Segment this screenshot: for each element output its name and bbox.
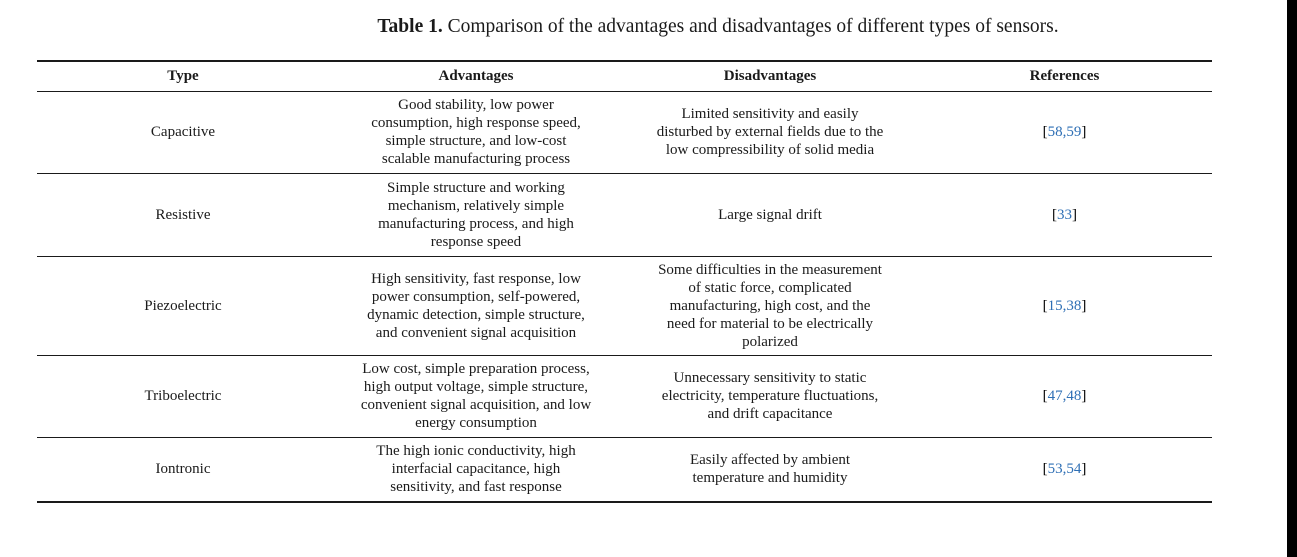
cell-advantages (329, 355, 623, 437)
type-text: Resistive (155, 206, 211, 223)
cell-advantages (329, 437, 623, 502)
cell-references (917, 437, 1212, 502)
table-row-resistive (37, 173, 1212, 256)
ref-open-bracket: [ (1052, 206, 1057, 223)
type-text: Capacitive (150, 124, 216, 140)
ref-open-bracket: [ (1042, 124, 1048, 140)
ref-close-bracket: ] (1081, 388, 1087, 404)
cell-references (917, 256, 1212, 355)
cell-references (917, 91, 1212, 173)
ref-open-bracket: [ (1042, 297, 1048, 314)
disadvantages-text: Large signal drift (718, 206, 822, 223)
advantages-text: Simple structure and working mechanism, relatively simple manufacturing process, and high response speed (378, 179, 574, 250)
reference-link[interactable]: 15,38 (1047, 297, 1082, 314)
window-edge (1287, 0, 1297, 557)
advantages-text: Good stability, low power consumption, high response speed, simple structure, and low-cost scalable manufacturing process (371, 97, 581, 167)
cell-disadvantages (623, 355, 917, 437)
ref-close-bracket: ] (1081, 124, 1087, 140)
disadvantages-text: Easily affected by ambient temperature and humidity (689, 452, 851, 487)
cell-advantages (329, 256, 623, 355)
ref-open-bracket: [ (1042, 461, 1048, 478)
cell-disadvantages (623, 437, 917, 502)
cell-references (917, 355, 1212, 437)
disadvantages-text: Some difficulties in the measurement of static force, complicated manufacturing, high cost, and the need for material to be electrically polarized (658, 261, 882, 350)
advantages-text: High sensitivity, fast response, low power consumption, self-powered, dynamic detection, simple structure, and convenient signal acquisition (367, 270, 585, 341)
sensor-comparison-table (37, 60, 1212, 503)
cell-advantages (329, 173, 623, 256)
table-row-piezoelectric (37, 256, 1212, 355)
cell-advantages (329, 91, 623, 173)
cell-disadvantages (623, 91, 917, 173)
header-advantages: Advantages (438, 68, 514, 85)
ref-close-bracket: ] (1081, 297, 1087, 314)
header-references: References (1029, 68, 1100, 85)
cell-type (37, 91, 329, 173)
ref-close-bracket: ] (1081, 461, 1087, 478)
cell-type (37, 173, 329, 256)
table-caption (0, 14, 1297, 40)
reference-link[interactable]: 58,59 (1047, 124, 1082, 140)
cell-references (917, 173, 1212, 256)
table-row-capacitive (37, 91, 1212, 173)
reference-link[interactable]: 47,48 (1047, 388, 1082, 404)
header-disadvantages: Disadvantages (723, 68, 817, 85)
table-caption-label: Table 1. (377, 16, 443, 37)
header-type: Type (167, 68, 199, 85)
ref-close-bracket: ] (1072, 206, 1077, 223)
cell-type (37, 355, 329, 437)
table-header-row (37, 61, 1212, 91)
type-text: Iontronic (155, 461, 211, 478)
type-text: Triboelectric (144, 388, 222, 404)
cell-disadvantages (623, 173, 917, 256)
table-caption-text: Comparison of the advantages and disadvantages of different types of sensors. (447, 16, 1059, 37)
disadvantages-text: Unnecessary sensitivity to static electricity, temperature fluctuations, and drift capacitance (661, 370, 879, 422)
ref-open-bracket: [ (1042, 388, 1048, 404)
table-row-iontronic (37, 437, 1212, 502)
cell-type (37, 256, 329, 355)
reference-link[interactable]: 33 (1057, 206, 1072, 223)
table-row-triboelectric (37, 355, 1212, 437)
type-text: Piezoelectric (144, 297, 222, 314)
cell-type (37, 437, 329, 502)
reference-link[interactable]: 53,54 (1047, 461, 1082, 478)
advantages-text: Low cost, simple preparation process, high output voltage, simple structure, convenient signal acquisition, and low energy consumption (360, 361, 592, 431)
disadvantages-text: Limited sensitivity and easily disturbed by external fields due to the low compressibility of solid media (656, 106, 884, 158)
advantages-text: The high ionic conductivity, high interfacial capacitance, high sensitivity, and fast response (376, 443, 576, 496)
cell-disadvantages (623, 256, 917, 355)
